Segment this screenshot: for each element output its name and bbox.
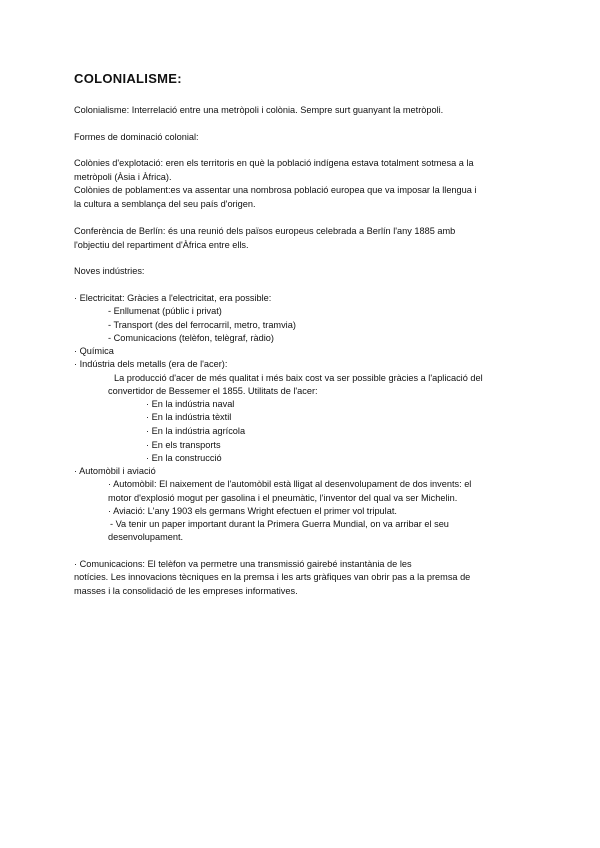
comm-line-2: notícies. Les innovacions tècniques en la premsa i les arts gràfiques van obrir pas a la premsa de (74, 572, 471, 582)
definition-text: Colonialisme: Interrelació entre una metròpoli i colònia. Sempre surt guanyant la metròpoli. (74, 105, 444, 115)
chemistry-line: · Química (74, 346, 114, 356)
comm-line-3: masses i la consolidació de les empreses informatives. (74, 586, 298, 596)
list-item: · En la indústria agrícola (146, 426, 246, 436)
list-item: · En els transports (146, 440, 221, 450)
exploitation-line-2: metròpoli (Àsia i Àfrica). (74, 172, 172, 182)
industries-heading: Noves indústries: (74, 266, 145, 276)
settlement-line-1: Colònies de poblament:es va assentar una nombrosa població europea que va imposar la llengua i (74, 185, 477, 195)
page-title: COLONIALISME: (74, 71, 182, 86)
list-item: · En la construcció (146, 453, 222, 463)
exploitation-line-1: Colònies d'explotació: eren els territoris en què la població indígena estava totalment sotmesa a la (74, 158, 474, 168)
list-item: · En la indústria tèxtil (146, 412, 232, 422)
list-item: · En la indústria naval (146, 399, 235, 409)
list-item: - Enllumenat (públic i privat) (108, 306, 222, 316)
berlin-line-1: Conferència de Berlín: és una reunió dels països europeus celebrada a Berlín l'any 1885 amb (74, 226, 456, 236)
metals-line: · Indústria dels metalls (era de l'acer): (74, 359, 228, 369)
auto-heading: · Automòbil i aviació (74, 466, 156, 476)
settlement-line-2: la cultura a semblança del seu país d'origen. (74, 199, 256, 209)
auto-line-1: · Automòbil: El naixement de l'automòbil està lligat al desenvolupament de dos invents: el (108, 479, 472, 489)
auto-line-2: motor d'explosió mogut per gasolina i el pneumàtic, l'inventor del qual va ser Michelin. (108, 493, 458, 503)
list-item: - Transport (des del ferrocarril, metro, tramvia) (108, 320, 296, 330)
berlin-line-2: l'objectiu del repartiment d'Àfrica entre ells. (74, 240, 249, 250)
steel-line-1: La producció d'acer de més qualitat i més baix cost va ser possible gràcies a l'aplicació del (114, 373, 483, 383)
forms-heading: Formes de dominació colonial: (74, 132, 199, 142)
ww1-line-2: desenvolupament. (108, 532, 184, 542)
electricity-line: · Electricitat: Gràcies a l'electricitat, era possible: (74, 293, 272, 303)
aviation-line: · Aviació: L'any 1903 els germans Wright efectuen el primer vol tripulat. (108, 506, 397, 516)
list-item: - Comunicacions (telèfon, telègraf, ràdio) (108, 333, 274, 343)
ww1-line-1: - Va tenir un paper important durant la Primera Guerra Mundial, on va arribar el seu (110, 519, 449, 529)
comm-line-1: · Comunicacions: El telèfon va permetre una transmissió gairebé instantània de les (74, 559, 412, 569)
steel-line-2: convertidor de Bessemer el 1855. Utilitats de l'acer: (108, 386, 318, 396)
